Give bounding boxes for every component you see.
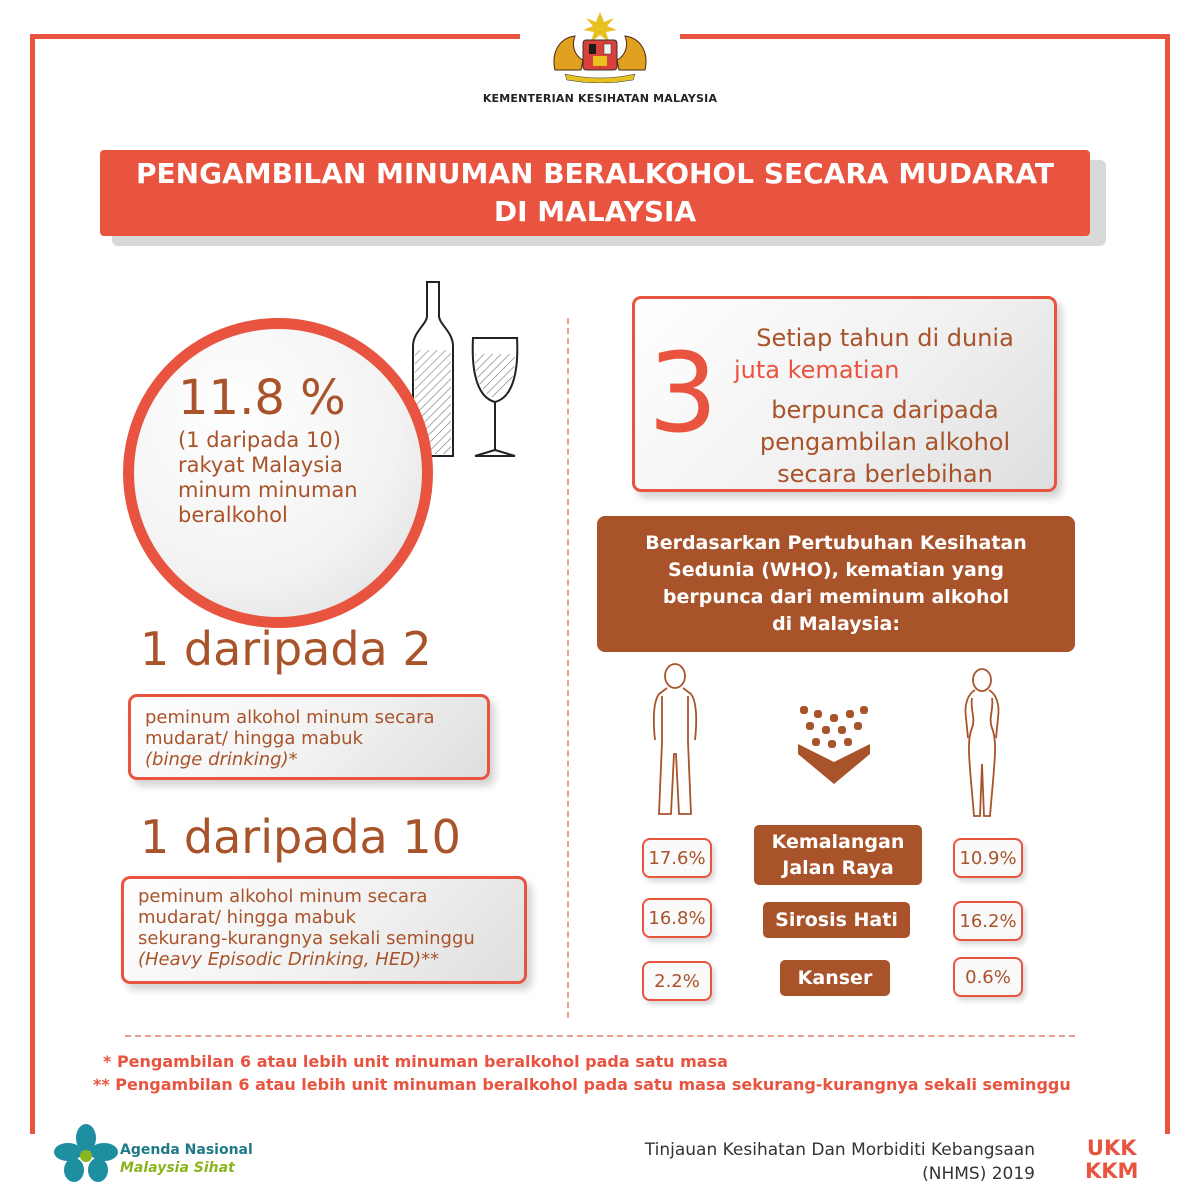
footnote-2: ** Pengambilan 6 atau lebih unit minuman beralkohol pada satu masa sekurang-kurangnya sekali seminggu xyxy=(93,1075,1071,1094)
cause-road-line-2: Jalan Raya xyxy=(782,857,894,879)
cause-liver-cirrhosis: Sirosis Hati xyxy=(763,902,910,938)
source-reference xyxy=(520,1138,1035,1186)
binge-line-3: (binge drinking)* xyxy=(145,749,298,770)
source-line-2: (NHMS) 2019 xyxy=(922,1164,1035,1184)
hed-description xyxy=(138,886,475,970)
who-line-1: Berdasarkan Pertubuhan Kesihatan xyxy=(645,532,1027,554)
frame-left xyxy=(30,34,35,1134)
deaths-line-3: berpunca daripada xyxy=(771,396,999,424)
horizontal-divider xyxy=(125,1035,1075,1037)
who-line-3: berpunca dari meminum alkohol xyxy=(662,586,1010,608)
deaths-line-5: secara berlebihan xyxy=(777,460,993,488)
female-liver-cirrhosis-percent: 16.2% xyxy=(953,901,1023,941)
female-figure-icon xyxy=(952,666,1012,824)
coat-of-arms-icon xyxy=(545,8,655,83)
deaths-line-2: juta kematian xyxy=(734,356,900,384)
deaths-line-4: pengambilan alkohol xyxy=(759,428,1011,456)
binge-description xyxy=(145,707,435,770)
vertical-divider xyxy=(567,318,569,1018)
circle-line-2: rakyat Malaysia xyxy=(178,453,343,477)
hed-line-2: mudarat/ hingga mabuk xyxy=(138,907,356,928)
male-figure-icon xyxy=(645,662,705,822)
who-line-2: Sedunia (WHO), kematian yang xyxy=(668,559,1004,581)
binge-line-1: peminum alkohol minum secara xyxy=(145,707,435,728)
who-line-4: di Malaysia: xyxy=(772,613,900,635)
female-cancer-percent: 0.6% xyxy=(953,957,1023,997)
frame-right xyxy=(1165,34,1170,1134)
male-road-accident-percent: 17.6% xyxy=(642,838,712,878)
logo-text-agenda: Agenda Nasional xyxy=(120,1142,253,1158)
male-cancer-percent: 2.2% xyxy=(642,961,712,1001)
ukk-line-1: UKK xyxy=(1086,1136,1137,1160)
hed-line-1: peminum alkohol minum secara xyxy=(138,886,428,907)
hed-headline: 1 daripada 10 xyxy=(140,810,461,864)
hed-line-4: (Heavy Episodic Drinking, HED)** xyxy=(138,949,440,970)
page-title xyxy=(100,150,1090,236)
circle-line-1: (1 daripada 10) xyxy=(178,428,341,452)
circle-description xyxy=(178,428,358,528)
who-box xyxy=(597,516,1075,652)
title-line-2: DI MALAYSIA xyxy=(493,195,697,228)
source-line-1: Tinjauan Kesihatan Dan Morbiditi Kebangsaan xyxy=(644,1140,1035,1160)
hibiscus-logo-icon xyxy=(52,1122,120,1186)
ukk-line-2: KKM xyxy=(1085,1159,1139,1183)
footnote-1: * Pengambilan 6 atau lebih unit minuman beralkohol pada satu masa xyxy=(103,1052,728,1071)
deaths-description xyxy=(720,322,1050,490)
cause-cancer: Kanser xyxy=(780,960,890,996)
ministry-name: KEMENTERIAN KESIHATAN MALAYSIA xyxy=(482,92,718,105)
circle-line-4: beralkohol xyxy=(178,503,288,527)
pile-icon xyxy=(796,696,876,786)
circle-line-3: minum minuman xyxy=(178,478,358,502)
drinkers-percent: 11.8 % xyxy=(178,370,346,426)
hed-line-3: sekurang-kurangnya sekali seminggu xyxy=(138,928,475,949)
title-line-1: PENGAMBILAN MINUMAN BERALKOHOL SECARA MUDARAT xyxy=(136,157,1054,190)
logo-text-malaysia-sihat: Malaysia Sihat xyxy=(120,1160,235,1176)
deaths-line-1: Setiap tahun di dunia xyxy=(756,324,1014,352)
cause-road-accident xyxy=(754,825,922,885)
deaths-number: 3 xyxy=(648,329,718,457)
binge-headline: 1 daripada 2 xyxy=(140,622,432,676)
binge-line-2: mudarat/ hingga mabuk xyxy=(145,728,363,749)
male-liver-cirrhosis-percent: 16.8% xyxy=(642,898,712,938)
ukk-kkm-logo xyxy=(1085,1137,1138,1183)
frame-top-left xyxy=(30,34,520,39)
frame-top-right xyxy=(680,34,1170,39)
female-road-accident-percent: 10.9% xyxy=(953,838,1023,878)
cause-road-line-1: Kemalangan xyxy=(771,831,905,853)
